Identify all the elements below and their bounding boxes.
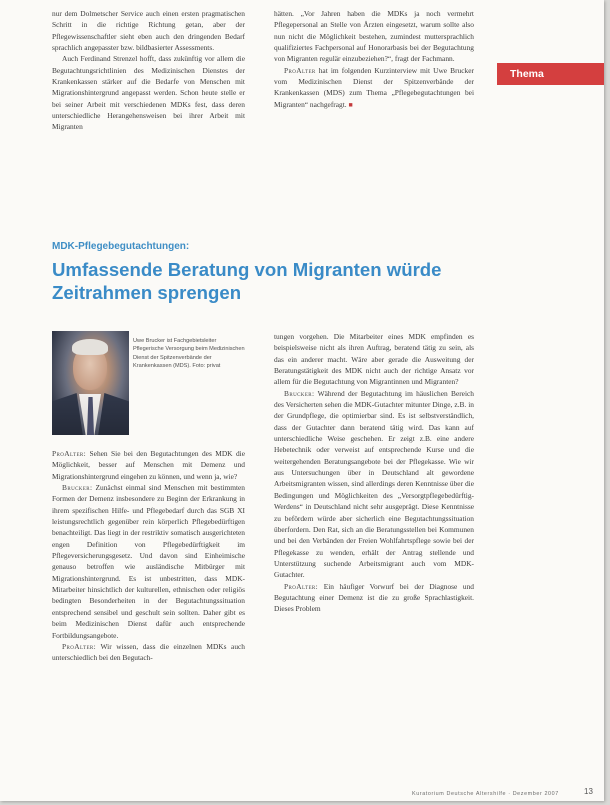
speaker-label: Brucker: (62, 483, 93, 493)
portrait-photo (52, 331, 129, 435)
section-tab: Thema (497, 63, 604, 85)
interview-paragraph (52, 641, 245, 664)
end-mark-icon: ■ (348, 100, 353, 109)
paragraph-text: hätten. „Vor Jahren haben die MDKs ja noch vermehrt Pflegepersonal an Stelle von Ärzten eingesetzt, warum sollte also nun nicht die Möglichkeit bestehen, zumindest muttersprachlich qualifiziertes Fachpersonal auf Honorarbasis bei der Begutachtung von Migranten regulär einzubeziehen?“, fragt der Fachmann. (274, 9, 474, 64)
paragraph-text: tungen vorgehen. Die Mitarbeiter eines MDK empfinden es beispielsweise nicht als ihren Auftrag, beratend tätig zu sein, als das ein anderer macht. Wäre aber gerade die Ausweitung der Beratungstätigkeit des MDK nicht auch der richtige Ansatz vor allem für die Begutachtung von Migrantinnen und Migranten? (274, 332, 474, 387)
speaker-label: ProAlter: (62, 641, 97, 651)
paragraph-text: Während der Begutachtung im häuslichen Bereich des Versicherten sehen die MDK-Gutachter mitunter Dinge, z.B. in der Grundpflege, die optimierbar sind. Es ist selbstverständlich, dass der Gutachter dann beratend tätig wird. Das kann auf unterschiedliche Weise geschehen. Er zeigt z.B. eine andere Hebetechnik oder verweist auf entsprechende Kurse und die weitergehenden Beratungsangebote bei der Pflegekasse. Wie wir aus Untersuchungen über in Deutschland alt gewordene Arbeitsmigranten wissen, sind allerdings deren Kenntnisse über die Bedingungen und Möglichkeiten des „Versorgtpflegebedürftig-Werdens“ in Deutschland nicht sehr ausgeprägt. Diese Kenntnisse zu befördern würde aber sicherlich eine Begutachtungssituation überfordern. Den Rat, sich an die Beratungsstellen bei Kommunen und bei den Verbänden der Freien Wohlfahrtspflege sowie bei der Pflegekasse zu wenden, erhält der Antrag stellende und Unterstützung suchende Arbeitsmigrant auch vom MDK-Gutachter. (274, 388, 474, 580)
interview-paragraph (274, 388, 474, 581)
paragraph: Auch Ferdinand Strenzel hofft, dass zukünftig vor allem die Begutachtungsrichtlinien des Medizinischen Dienstes der Krankenkassen stärker auf die Bedarfe von Menschen mit Migrationshintergrund angepasst werden. Schon heute stelle er bei seiner Arbeit mit verschiedenen MDKs fest, dass deren unterschiedliche Herangehensweisen bei ihrer Arbeit mit Migranten (52, 54, 245, 132)
paragraph-text: Ein häufiger Vorwurf bei der Diagnose und Begutachtung einer Demenz ist die zu große Sprachlastigkeit. Dieses Problem (274, 581, 474, 614)
paragraph-text: Sehen Sie bei den Begutachtungen des MDK die Möglichkeit, besser auf Menschen mit Demenz und Migrationshintergrund eingehen zu können, und wenn ja, wie? (52, 449, 245, 481)
article-continued-left-column (52, 8, 245, 133)
paragraph (274, 8, 474, 65)
interview-right-column (274, 331, 474, 615)
interview-paragraph (52, 448, 245, 482)
speaker-label: ProAlter: (284, 581, 319, 591)
interview-paragraph (274, 331, 474, 388)
photo-caption: Uwe Brucker ist Fachgebietsleiter Pflegerische Versorgung beim Medizinischen Dienst der Spitzenverbände der Krankenkassen (MDS). Foto: privat (133, 338, 245, 370)
speaker-label: ProAlter: (52, 449, 87, 458)
interview-paragraph (52, 482, 245, 641)
paragraph-text: Zunächst einmal sind Menschen mit bestimmten Formen der Demenz insbesondere zu Beginn der Erkrankung in ihrem spezifischen Hilfe- und Pflegebedarf durch das SGB XI leistungsrechtlich gegenüber rein körperlich Pflegebedürftigen benachteiligt. Das liegt in der restriktiv somatisch ausgerichteten engen Definition von Pflegebedürftigkeit im Pflegeversicherungsgesetz. Und davon sind Einheimische genauso betroffen wie ausländische Mitbürger mit Migrationshintergrund. Es ist unbestritten, dass MDK-Mitarbeiter hinsichtlich der kulturellen, ethnischen oder religiös bedingten Besonderheiten in der Begutachtungssituation entsprechend sensibel und geschult sein sollten. Daher gibt es beim Medizinischen Dienst dafür auch entsprechende Fortbildungsangebote. (52, 483, 245, 640)
page-number: 13 (584, 787, 593, 796)
paragraph-text: hat im folgenden Kurzinterview mit Uwe Brucker vom Medizinischen Dienst der Spitzenverbände der Krankenkassen (MDS) zum Thema „Pflegebegutachtungen bei Migranten“ nachgefragt. (274, 65, 474, 109)
paragraph: nur dem Dolmetscher Service auch einen ersten pragmatischen Schritt in die richtige Richtung getan, aber der Pflegewissenschaftler sieht eben auch den dringenden Bedarf sprachlich angepasster bzw. bildbasierter Assessments. (52, 9, 245, 53)
article-continued-right-column (274, 8, 474, 111)
speaker-label: Brucker: (284, 388, 315, 398)
article-kicker: MDK-Pflegebegutachtungen: (52, 241, 190, 252)
paragraph (274, 65, 474, 111)
paragraph-text: Wir wissen, dass die einzelnen MDKs auch unterschiedlich bei den Begutach- (52, 641, 246, 663)
interview-left-column (52, 448, 245, 664)
article-headline: Umfassende Beratung von Migranten würde Zeitrahmen sprengen (52, 259, 442, 303)
interview-paragraph (274, 581, 474, 615)
page-footer: Kuratorium Deutsche Altershilfe · Dezember 2007 (412, 791, 559, 797)
speaker-label: ProAlter (284, 65, 316, 75)
